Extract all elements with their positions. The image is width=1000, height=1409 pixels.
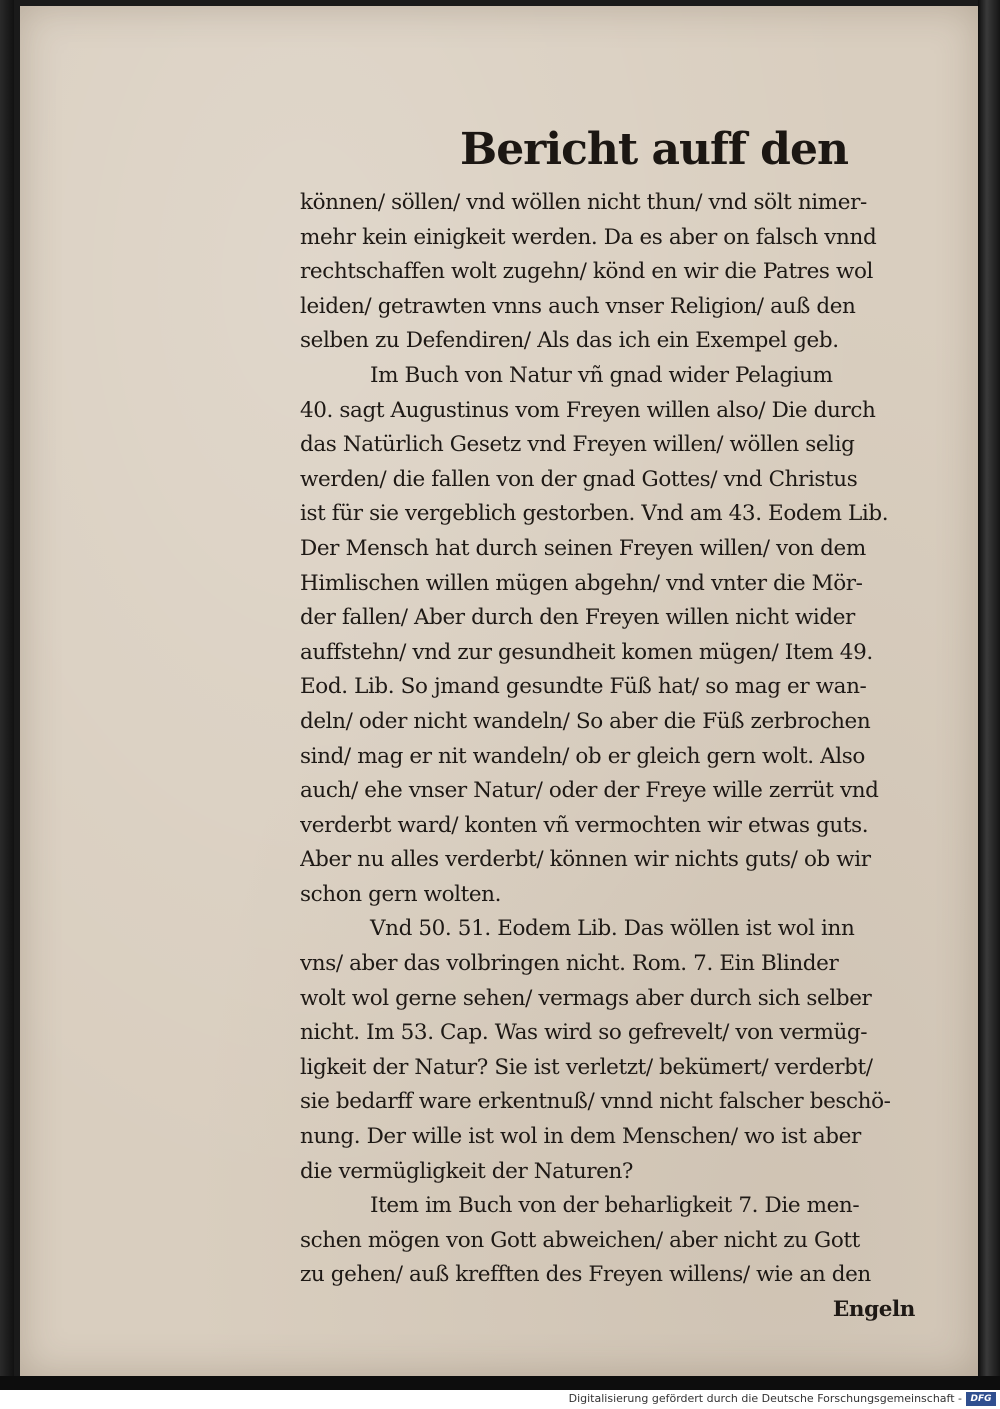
footer-bar [0,1390,1000,1409]
text-line: deln/ oder nicht wandeln/ So aber die Füß zerbrochen [300,708,871,734]
text-line: die vermügligkeit der Naturen? [300,1158,634,1184]
text-line: Item im Buch von der beharligkeit 7. Die men- [370,1193,860,1219]
text-line: das Natürlich Gesetz vnd Freyen willen/ wöllen selig [300,432,855,458]
text-line: verderbt ward/ konten vñ vermochten wir etwas guts. [300,812,869,838]
text-line: Der Mensch hat durch seinen Freyen willen/ von dem [300,535,866,561]
text-line: ist für sie vergeblich gestorben. Vnd am 43. Eodem Lib. [300,501,889,527]
text-line: sie bedarff ware erkentnuß/ vnnd nicht falscher beschö- [300,1089,891,1115]
text-line: nicht. Im 53. Cap. Was wird so gefrevelt/ von vermüg- [300,1020,868,1046]
book-page [20,6,978,1376]
text-line: zu gehen/ auß krefften des Freyen willens/ wie an den [300,1262,871,1288]
text-line: Aber nu alles verderbt/ können wir nichts guts/ ob wir [300,847,871,873]
text-line: rechtschaffen wolt zugehn/ könd en wir die Patres wol [300,259,873,285]
text-line: sind/ mag er nit wandeln/ ob er gleich gern wolt. Also [300,743,865,769]
text-line: mehr kein einigkeit werden. Da es aber on falsch vnnd [300,224,877,250]
text-line: nung. Der wille ist wol in dem Menschen/ wo ist aber [300,1124,861,1150]
text-line: werden/ die fallen von der gnad Gottes/ vnd Christus [300,466,858,492]
text-line: auffstehn/ vnd zur gesundheit komen mügen/ Item 49. [300,639,873,665]
text-line: ligkeit der Natur? Sie ist verletzt/ bekümert/ verderbt/ [300,1054,873,1080]
text-line: der fallen/ Aber durch den Freyen willen nicht wider [300,605,855,631]
text-line: Eod. Lib. So jmand gesundte Füß hat/ so mag er wan- [300,674,867,700]
text-line: 40. sagt Augustinus vom Freyen willen also/ Die durch [300,397,876,423]
text-line: wolt wol gerne sehen/ vermags aber durch sich selber [300,985,872,1011]
running-head: Bericht auff den [460,124,848,175]
text-line: Vnd 50. 51. Eodem Lib. Das wöllen ist wol inn [370,916,855,942]
text-line: Im Buch von Natur vñ gnad wider Pelagium [370,362,833,388]
catchword: Engeln [832,1297,915,1322]
text-line: schen mögen von Gott abweichen/ aber nicht zu Gott [300,1227,860,1253]
text-line: auch/ ehe vnser Natur/ oder der Freye wille zerrüt vnd [300,778,879,804]
text-line: selben zu Defendiren/ Als das ich ein Exempel geb. [300,328,839,354]
funding-credit: Digitalisierung gefördert durch die Deutsche Forschungsgemeinschaft - [568,1392,962,1405]
text-line: leiden/ getrawten vnns auch vnser Religion/ auß den [300,293,856,319]
text-line: können/ söllen/ vnd wöllen nicht thun/ vnd sölt nimer- [300,190,867,215]
text-line: schon gern wolten. [300,881,502,907]
text-line: Himlischen willen mügen abgehn/ vnd vnter die Mör- [300,570,863,596]
scan-edge-left [0,0,14,1390]
scan-edge-right [978,0,1000,1390]
scan-edge-bottom [0,1376,1000,1390]
text-block [300,186,920,1328]
text-line: vns/ aber das volbringen nicht. Rom. 7. Ein Blinder [300,951,839,977]
dfg-logo: DFG [966,1392,996,1406]
